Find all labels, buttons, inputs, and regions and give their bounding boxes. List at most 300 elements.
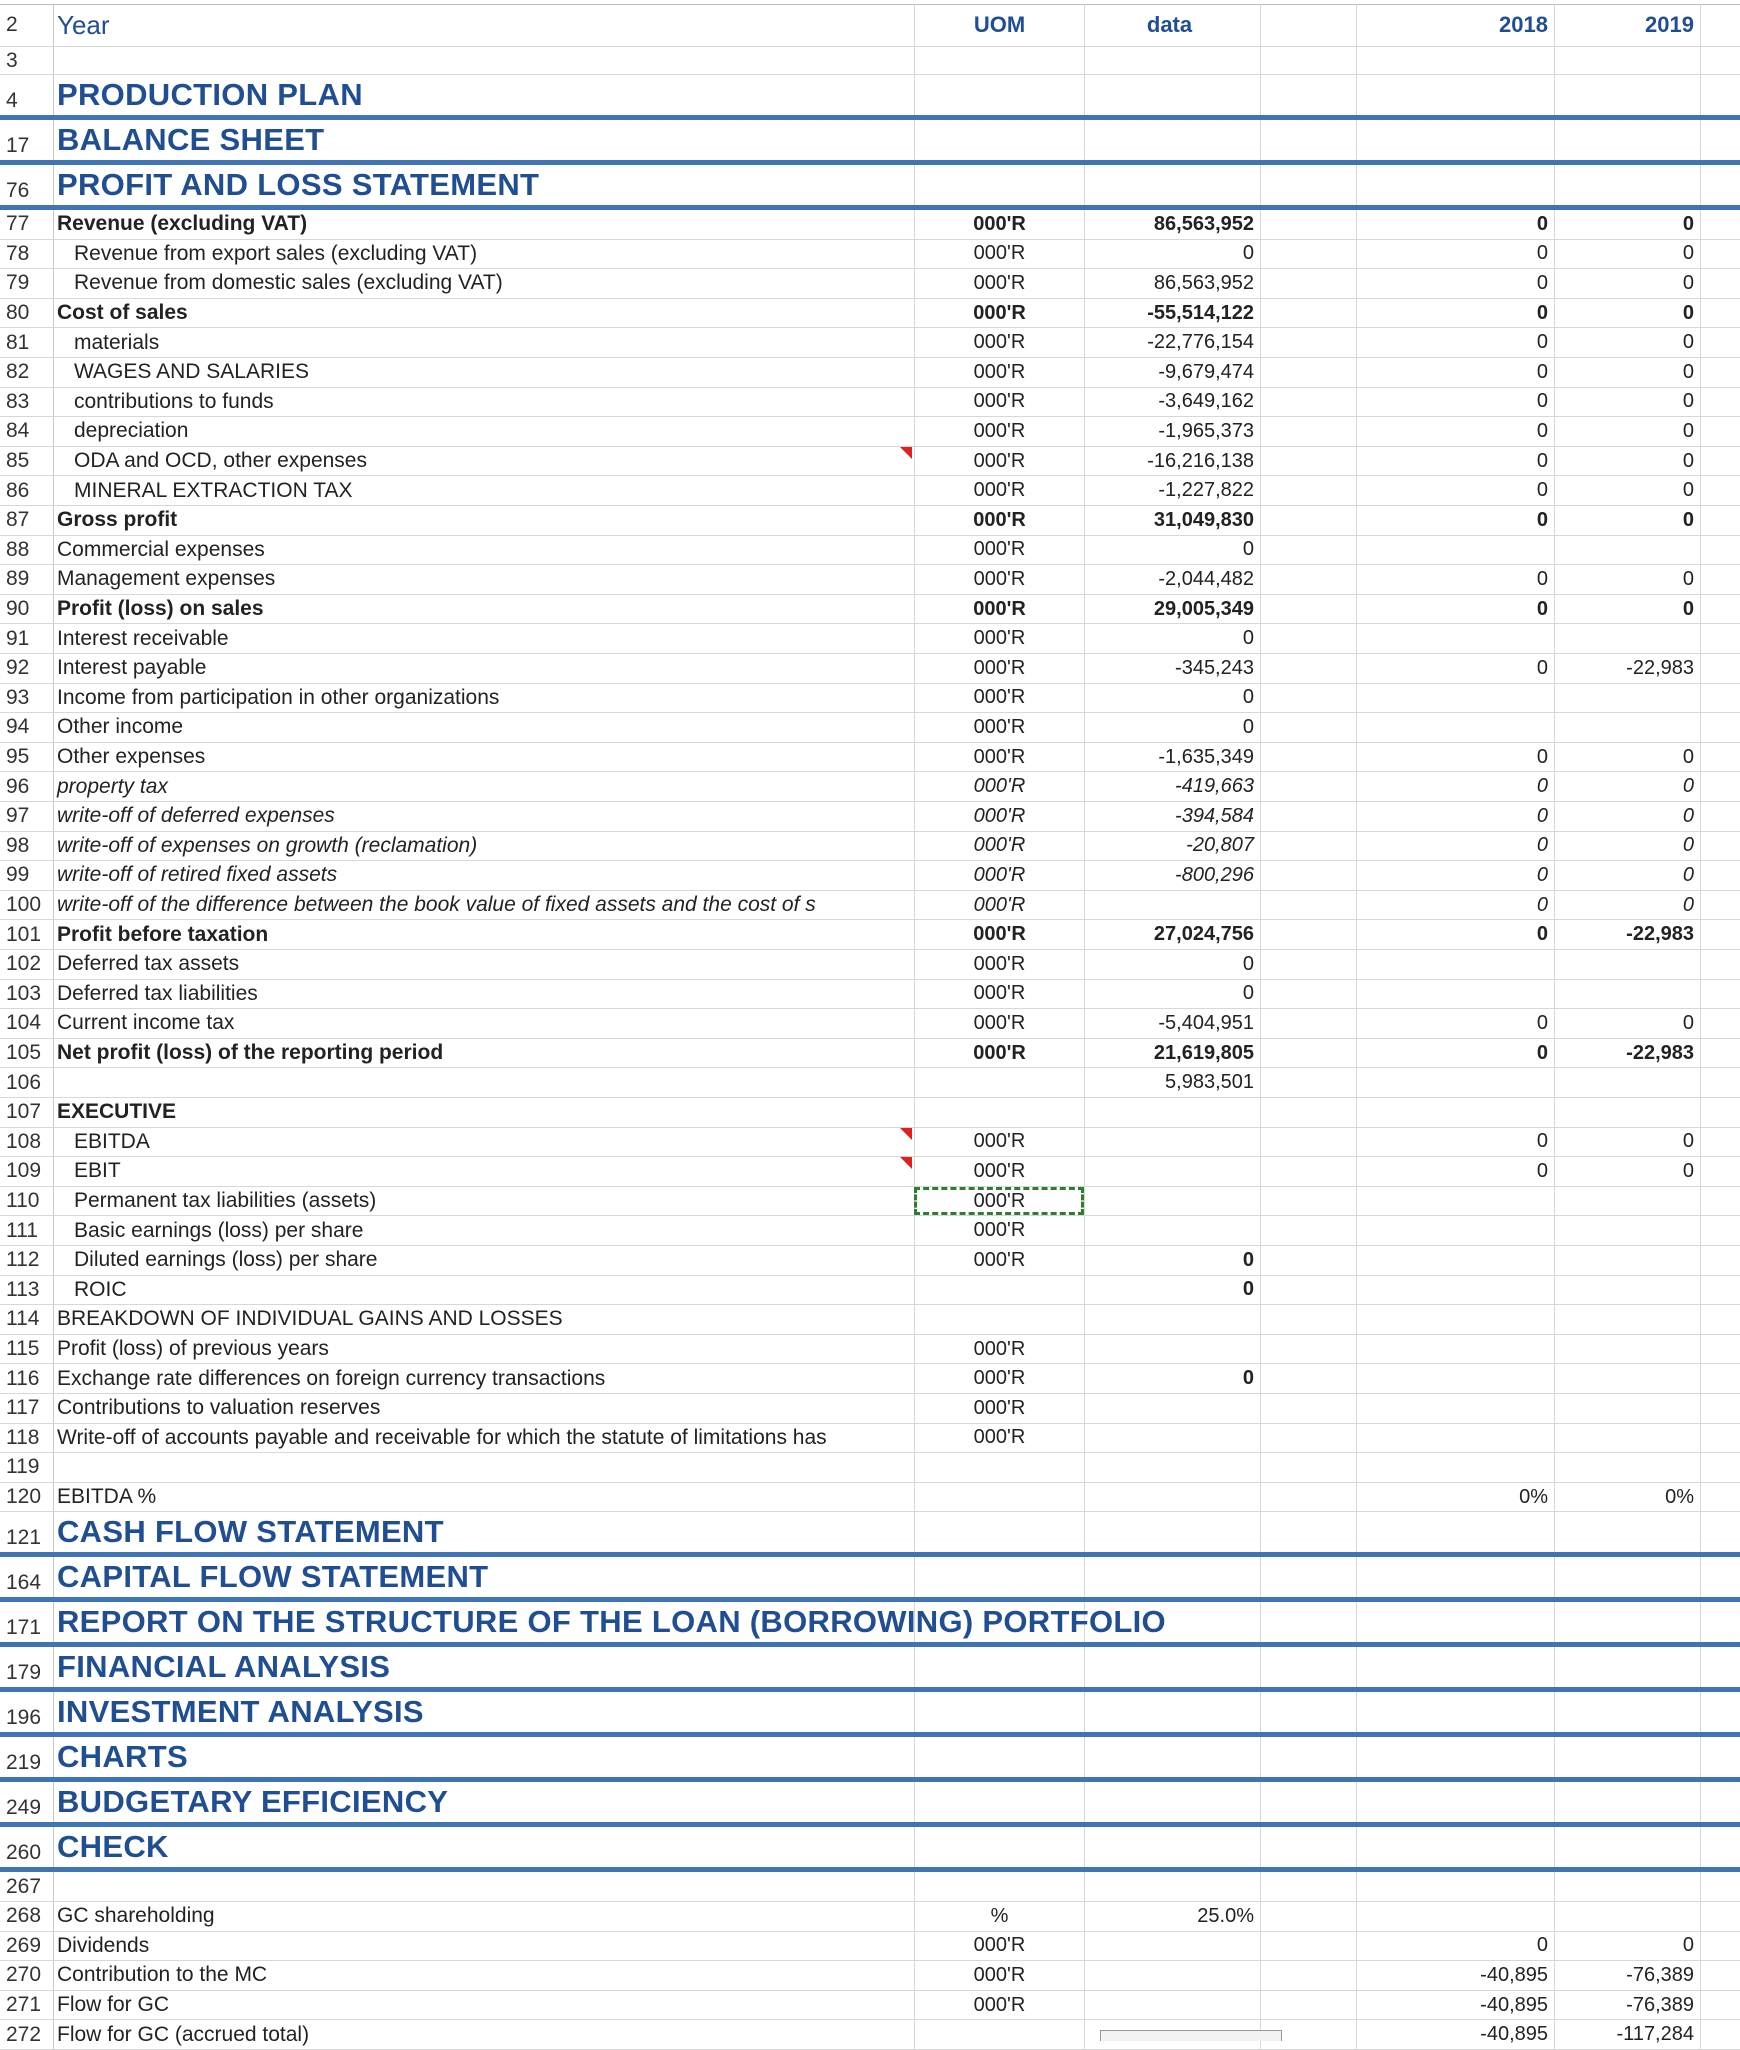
data-cell[interactable] <box>1084 1647 1260 1687</box>
row-label[interactable]: Revenue from export sales (excluding VAT) <box>74 241 478 265</box>
year-2018-cell[interactable] <box>1356 47 1554 74</box>
empty-cell[interactable] <box>1260 1692 1356 1732</box>
year-2019-cell[interactable] <box>1554 1246 1700 1275</box>
uom-cell[interactable]: 000'R <box>914 920 1084 949</box>
empty-cell[interactable] <box>1700 565 1740 594</box>
row-number[interactable]: 113 <box>0 1276 54 1305</box>
data-cell[interactable]: 25.0% <box>1084 1902 1260 1931</box>
row-number[interactable]: 103 <box>0 980 54 1009</box>
data-cell[interactable]: -5,404,951 <box>1084 1009 1260 1038</box>
year-2018-cell[interactable] <box>1356 1557 1554 1597</box>
uom-cell[interactable] <box>914 1557 1084 1597</box>
empty-cell[interactable] <box>1700 980 1740 1009</box>
empty-cell[interactable] <box>1700 1647 1740 1687</box>
uom-cell[interactable]: 000'R <box>914 210 1084 239</box>
empty-cell[interactable] <box>1260 713 1356 742</box>
empty-cell[interactable] <box>1700 1039 1740 1068</box>
empty-cell[interactable] <box>1260 861 1356 890</box>
row-label[interactable]: Deferred tax assets <box>57 952 240 976</box>
year-2018-cell[interactable]: 0 <box>1356 772 1554 801</box>
empty-cell[interactable] <box>1260 417 1356 446</box>
uom-cell[interactable]: 000'R <box>914 743 1084 772</box>
empty-cell[interactable] <box>1700 891 1740 920</box>
empty-cell[interactable] <box>1700 1187 1740 1216</box>
empty-cell[interactable] <box>1260 565 1356 594</box>
year-2019-cell[interactable]: 0 <box>1554 299 1700 328</box>
data-cell[interactable] <box>1084 1991 1260 2020</box>
data-cell[interactable] <box>1084 1216 1260 1245</box>
uom-cell[interactable]: 000'R <box>914 1394 1084 1423</box>
empty-cell[interactable] <box>1260 802 1356 831</box>
year-2019-cell[interactable]: 0% <box>1554 1483 1700 1512</box>
year-2019-cell[interactable]: -22,983 <box>1554 654 1700 683</box>
row-number[interactable]: 110 <box>0 1187 54 1216</box>
year-2019-cell[interactable] <box>1554 624 1700 653</box>
empty-cell[interactable] <box>1700 269 1740 298</box>
year-2018-cell[interactable]: 0 <box>1356 358 1554 387</box>
row-number[interactable]: 77 <box>0 210 54 239</box>
row-number[interactable]: 196 <box>0 1692 54 1732</box>
data-cell[interactable] <box>1084 1827 1260 1867</box>
empty-cell[interactable] <box>1700 210 1740 239</box>
row-number[interactable]: 91 <box>0 624 54 653</box>
year-2019-cell[interactable]: -22,983 <box>1554 920 1700 949</box>
empty-cell[interactable] <box>1700 1692 1740 1732</box>
row-label[interactable] <box>54 47 914 74</box>
empty-cell[interactable] <box>1700 1394 1740 1423</box>
year-2018-cell[interactable]: 0% <box>1356 1483 1554 1512</box>
empty-cell[interactable] <box>1260 1782 1356 1822</box>
row-label[interactable]: EBITDA <box>54 1128 914 1157</box>
uom-cell[interactable]: 000'R <box>914 950 1084 979</box>
year-2019-cell[interactable] <box>1554 1394 1700 1423</box>
year-2019-cell[interactable] <box>1554 980 1700 1009</box>
data-cell[interactable] <box>1084 1128 1260 1157</box>
empty-cell[interactable] <box>1700 1872 1740 1901</box>
year-2018-cell[interactable]: 0 <box>1356 210 1554 239</box>
empty-cell[interactable] <box>1260 1557 1356 1597</box>
empty-cell[interactable] <box>1700 1512 1740 1552</box>
empty-cell[interactable] <box>1700 1602 1740 1642</box>
year-2018-cell[interactable]: 0 <box>1356 595 1554 624</box>
uom-cell[interactable] <box>914 165 1084 205</box>
year-2019-cell[interactable]: 0 <box>1554 565 1700 594</box>
row-number[interactable]: 119 <box>0 1453 54 1482</box>
data-cell[interactable]: -419,663 <box>1084 772 1260 801</box>
uom-cell[interactable] <box>914 1305 1084 1334</box>
year-2018-cell[interactable] <box>1356 1512 1554 1552</box>
year-2018-cell[interactable] <box>1356 1335 1554 1364</box>
empty-cell[interactable] <box>1260 654 1356 683</box>
row-number[interactable]: 249 <box>0 1782 54 1822</box>
year-2019-cell[interactable] <box>1554 1098 1700 1127</box>
row-number[interactable]: 3 <box>0 47 54 74</box>
year-2019-cell[interactable] <box>1554 1902 1700 1931</box>
year-2018-cell[interactable]: 0 <box>1356 1039 1554 1068</box>
uom-cell[interactable]: 000'R <box>914 240 1084 269</box>
empty-cell[interactable] <box>1260 1009 1356 1038</box>
row-number[interactable]: 104 <box>0 1009 54 1038</box>
row-label[interactable]: Commercial expenses <box>57 537 265 561</box>
row-label[interactable]: Gross profit <box>57 508 178 532</box>
empty-cell[interactable] <box>1700 654 1740 683</box>
year-2019-cell[interactable]: -22,983 <box>1554 1039 1700 1068</box>
year-2018-cell[interactable]: 0 <box>1356 1128 1554 1157</box>
year-2019-cell[interactable]: 0 <box>1554 210 1700 239</box>
empty-cell[interactable] <box>1700 1902 1740 1931</box>
year-2018-cell[interactable]: 0 <box>1356 447 1554 476</box>
data-cell[interactable] <box>1084 1187 1260 1216</box>
row-number[interactable]: 219 <box>0 1737 54 1777</box>
year-2019-cell[interactable]: 0 <box>1554 240 1700 269</box>
year-2019-cell[interactable] <box>1554 165 1700 205</box>
uom-cell[interactable]: 000'R <box>914 802 1084 831</box>
uom-cell[interactable]: 000'R <box>914 506 1084 535</box>
year-2018-cell[interactable]: 0 <box>1356 802 1554 831</box>
row-number[interactable]: 82 <box>0 358 54 387</box>
uom-cell[interactable]: 000'R <box>914 1157 1084 1186</box>
year-2018-cell[interactable] <box>1356 1246 1554 1275</box>
data-cell[interactable]: -16,216,138 <box>1084 447 1260 476</box>
comment-indicator-icon[interactable] <box>900 447 912 459</box>
year-2018-cell[interactable] <box>1356 1098 1554 1127</box>
uom-cell[interactable]: 000'R <box>914 417 1084 446</box>
uom-cell[interactable]: 000'R <box>914 328 1084 357</box>
uom-cell[interactable]: 000'R <box>914 595 1084 624</box>
year-2019-cell[interactable]: 0 <box>1554 1128 1700 1157</box>
data-cell[interactable]: 0 <box>1084 240 1260 269</box>
year-2019-cell[interactable]: 0 <box>1554 269 1700 298</box>
empty-cell[interactable] <box>1260 165 1356 205</box>
empty-cell[interactable] <box>1260 536 1356 565</box>
row-number[interactable]: 96 <box>0 772 54 801</box>
uom-cell[interactable] <box>914 1068 1084 1097</box>
row-number[interactable]: 78 <box>0 240 54 269</box>
year-2019-cell[interactable] <box>1554 536 1700 565</box>
data-cell[interactable] <box>1084 1483 1260 1512</box>
row-label[interactable]: MINERAL EXTRACTION TAX <box>74 478 353 502</box>
empty-cell[interactable] <box>1700 388 1740 417</box>
year-2018-cell[interactable] <box>1356 1276 1554 1305</box>
data-cell[interactable] <box>1084 75 1260 115</box>
row-label[interactable]: ROIC <box>74 1277 127 1301</box>
uom-cell[interactable]: 000'R <box>914 1961 1084 1990</box>
year-2018-cell[interactable] <box>1356 536 1554 565</box>
data-cell[interactable]: -345,243 <box>1084 654 1260 683</box>
row-label[interactable]: Net profit (loss) of the reporting period <box>57 1041 444 1065</box>
data-cell[interactable]: 0 <box>1084 1276 1260 1305</box>
row-number[interactable]: 86 <box>0 476 54 505</box>
empty-cell[interactable] <box>1700 684 1740 713</box>
row-label[interactable] <box>54 1453 914 1482</box>
uom-cell[interactable]: 000'R <box>914 832 1084 861</box>
data-cell[interactable]: data <box>1084 4 1260 46</box>
year-2018-cell[interactable] <box>1356 1872 1554 1901</box>
row-number[interactable]: 179 <box>0 1647 54 1687</box>
row-label[interactable]: Contributions to valuation reserves <box>57 1396 381 1420</box>
row-number[interactable]: 115 <box>0 1335 54 1364</box>
section-title[interactable]: PROFIT AND LOSS STATEMENT <box>57 167 540 202</box>
year-2018-cell[interactable]: 0 <box>1356 1932 1554 1961</box>
year-2019-cell[interactable] <box>1554 1647 1700 1687</box>
empty-cell[interactable] <box>1260 506 1356 535</box>
year-2018-cell[interactable]: 0 <box>1356 743 1554 772</box>
year-2018-cell[interactable]: -40,895 <box>1356 1991 1554 2020</box>
uom-cell[interactable]: 000'R <box>914 1216 1084 1245</box>
row-label[interactable]: Flow for GC (accrued total) <box>57 2022 310 2046</box>
row-label[interactable]: write-off of the difference between the book value of fixed assets and the cost of s <box>57 893 816 917</box>
empty-cell[interactable] <box>1260 1827 1356 1867</box>
sheet-tab-edge[interactable] <box>1100 2030 1282 2041</box>
year-2018-cell[interactable]: 0 <box>1356 506 1554 535</box>
row-label[interactable]: WAGES AND SALARIES <box>74 360 309 384</box>
empty-cell[interactable] <box>1700 447 1740 476</box>
empty-cell[interactable] <box>1260 1737 1356 1777</box>
data-cell[interactable]: -394,584 <box>1084 802 1260 831</box>
year-2018-cell[interactable]: 0 <box>1356 417 1554 446</box>
year-2019-cell[interactable]: 0 <box>1554 861 1700 890</box>
section-title[interactable]: CHECK <box>57 1829 169 1865</box>
year-2019-cell[interactable]: 0 <box>1554 1157 1700 1186</box>
row-label[interactable] <box>54 1068 914 1097</box>
row-number[interactable]: 101 <box>0 920 54 949</box>
year-2019-cell[interactable]: 0 <box>1554 772 1700 801</box>
data-cell[interactable]: 86,563,952 <box>1084 269 1260 298</box>
year-2019-cell[interactable] <box>1554 1692 1700 1732</box>
year-2018-cell[interactable]: 0 <box>1356 299 1554 328</box>
empty-cell[interactable] <box>1260 772 1356 801</box>
data-cell[interactable] <box>1084 165 1260 205</box>
uom-cell[interactable] <box>914 1483 1084 1512</box>
uom-cell[interactable]: 000'R <box>914 1009 1084 1038</box>
year-2019-cell[interactable]: 0 <box>1554 328 1700 357</box>
empty-cell[interactable] <box>1700 240 1740 269</box>
empty-cell[interactable] <box>1260 328 1356 357</box>
data-cell[interactable]: 0 <box>1084 1246 1260 1275</box>
uom-cell[interactable] <box>914 1782 1084 1822</box>
data-cell[interactable] <box>1084 1335 1260 1364</box>
uom-cell[interactable]: 000'R <box>914 1424 1084 1453</box>
row-label[interactable]: write-off of expenses on growth (reclamation) <box>57 833 478 857</box>
data-cell[interactable] <box>1084 1098 1260 1127</box>
empty-cell[interactable] <box>1700 1128 1740 1157</box>
empty-cell[interactable] <box>1700 1991 1740 2020</box>
row-number[interactable]: 95 <box>0 743 54 772</box>
uom-cell[interactable]: UOM <box>914 4 1084 46</box>
row-label[interactable]: Revenue (excluding VAT) <box>57 212 308 236</box>
row-number[interactable]: 164 <box>0 1557 54 1597</box>
row-number[interactable]: 85 <box>0 447 54 476</box>
empty-cell[interactable] <box>1700 1098 1740 1127</box>
row-label[interactable]: Profit before taxation <box>57 922 269 946</box>
row-label[interactable]: Other income <box>57 715 184 739</box>
row-label[interactable]: Write-off of accounts payable and receivable for which the statute of limitations has <box>57 1425 827 1449</box>
row-label[interactable]: Management expenses <box>57 567 276 591</box>
data-cell[interactable]: 21,619,805 <box>1084 1039 1260 1068</box>
data-cell[interactable]: -1,635,349 <box>1084 743 1260 772</box>
empty-cell[interactable] <box>1700 1782 1740 1822</box>
empty-cell[interactable] <box>1700 1157 1740 1186</box>
year-2019-cell[interactable] <box>1554 1216 1700 1245</box>
year-2019-cell[interactable]: 0 <box>1554 891 1700 920</box>
empty-cell[interactable] <box>1700 536 1740 565</box>
data-cell[interactable]: -9,679,474 <box>1084 358 1260 387</box>
empty-cell[interactable] <box>1260 1991 1356 2020</box>
empty-cell[interactable] <box>1700 1453 1740 1482</box>
year-2018-cell[interactable]: 0 <box>1356 328 1554 357</box>
empty-cell[interactable] <box>1700 1305 1740 1334</box>
uom-cell[interactable]: 000'R <box>914 1335 1084 1364</box>
year-2019-cell[interactable] <box>1554 75 1700 115</box>
data-cell[interactable] <box>1084 1157 1260 1186</box>
data-cell[interactable]: 0 <box>1084 536 1260 565</box>
year-2018-cell[interactable] <box>1356 950 1554 979</box>
year-2019-cell[interactable] <box>1554 1602 1700 1642</box>
data-cell[interactable] <box>1084 1782 1260 1822</box>
empty-cell[interactable] <box>1260 1098 1356 1127</box>
empty-cell[interactable] <box>1260 1602 1356 1642</box>
row-number[interactable]: 107 <box>0 1098 54 1127</box>
section-title[interactable]: CASH FLOW STATEMENT <box>57 1514 444 1550</box>
row-number[interactable]: 81 <box>0 328 54 357</box>
uom-cell[interactable]: 000'R <box>914 299 1084 328</box>
uom-cell[interactable]: 000'R <box>914 980 1084 1009</box>
year-2018-cell[interactable] <box>1356 1216 1554 1245</box>
uom-cell[interactable] <box>914 1098 1084 1127</box>
empty-cell[interactable] <box>1700 861 1740 890</box>
empty-cell[interactable] <box>1260 1512 1356 1552</box>
row-label[interactable]: Diluted earnings (loss) per share <box>74 1248 378 1272</box>
empty-cell[interactable] <box>1700 476 1740 505</box>
data-cell[interactable]: -3,649,162 <box>1084 388 1260 417</box>
row-label[interactable]: EXECUTIVE <box>57 1100 177 1124</box>
year-2018-cell[interactable] <box>1356 684 1554 713</box>
year-2019-cell[interactable]: 0 <box>1554 358 1700 387</box>
row-number[interactable]: 270 <box>0 1961 54 1990</box>
year-2019-cell[interactable] <box>1554 1276 1700 1305</box>
empty-cell[interactable] <box>1700 165 1740 205</box>
empty-cell[interactable] <box>1700 4 1740 46</box>
empty-cell[interactable] <box>1260 1305 1356 1334</box>
empty-cell[interactable] <box>1260 4 1356 46</box>
empty-cell[interactable] <box>1260 891 1356 920</box>
empty-cell[interactable] <box>1260 1872 1356 1901</box>
year-2019-cell[interactable] <box>1554 1424 1700 1453</box>
empty-cell[interactable] <box>1260 743 1356 772</box>
uom-cell[interactable]: 000'R <box>914 447 1084 476</box>
row-label[interactable]: EBIT <box>54 1157 914 1186</box>
row-number[interactable]: 98 <box>0 832 54 861</box>
row-number[interactable]: 108 <box>0 1128 54 1157</box>
empty-cell[interactable] <box>1700 299 1740 328</box>
uom-cell[interactable] <box>914 47 1084 74</box>
row-number[interactable]: 84 <box>0 417 54 446</box>
empty-cell[interactable] <box>1260 832 1356 861</box>
row-label[interactable]: Cost of sales <box>57 301 188 325</box>
row-number[interactable]: 83 <box>0 388 54 417</box>
year-2019-cell[interactable] <box>1554 120 1700 160</box>
section-title[interactable]: FINANCIAL ANALYSIS <box>57 1649 391 1685</box>
year-2018-cell[interactable] <box>1356 624 1554 653</box>
uom-cell[interactable]: 000'R <box>914 358 1084 387</box>
empty-cell[interactable] <box>1260 1902 1356 1931</box>
data-cell[interactable]: -800,296 <box>1084 861 1260 890</box>
year-2019-cell[interactable] <box>1554 1557 1700 1597</box>
year-2018-cell[interactable]: 0 <box>1356 565 1554 594</box>
uom-cell[interactable]: 000'R <box>914 476 1084 505</box>
row-number[interactable]: 109 <box>0 1157 54 1186</box>
year-2019-cell[interactable] <box>1554 950 1700 979</box>
row-number[interactable]: 88 <box>0 536 54 565</box>
empty-cell[interactable] <box>1260 950 1356 979</box>
empty-cell[interactable] <box>1700 328 1740 357</box>
year-2019-cell[interactable]: 0 <box>1554 832 1700 861</box>
data-cell[interactable]: 0 <box>1084 684 1260 713</box>
year-2019-cell[interactable] <box>1554 1187 1700 1216</box>
row-number[interactable]: 268 <box>0 1902 54 1931</box>
section-title[interactable]: CAPITAL FLOW STATEMENT <box>57 1559 489 1595</box>
empty-cell[interactable] <box>1260 388 1356 417</box>
year-2019-cell[interactable]: 0 <box>1554 1932 1700 1961</box>
data-cell[interactable] <box>1084 1932 1260 1961</box>
empty-cell[interactable] <box>1260 624 1356 653</box>
year-2019-cell[interactable] <box>1554 1512 1700 1552</box>
empty-cell[interactable] <box>1700 1557 1740 1597</box>
year-2018-cell[interactable]: 0 <box>1356 269 1554 298</box>
year-2018-cell[interactable] <box>1356 1394 1554 1423</box>
year-2018-cell[interactable] <box>1356 1737 1554 1777</box>
year-2018-cell[interactable] <box>1356 980 1554 1009</box>
row-label[interactable]: Interest receivable <box>57 626 229 650</box>
row-label[interactable]: materials <box>74 330 160 354</box>
row-number[interactable]: 272 <box>0 2020 54 2049</box>
year-2019-cell[interactable] <box>1554 1335 1700 1364</box>
data-cell[interactable]: 27,024,756 <box>1084 920 1260 949</box>
row-number[interactable]: 80 <box>0 299 54 328</box>
uom-cell[interactable] <box>914 120 1084 160</box>
year-2019-cell[interactable] <box>1554 1305 1700 1334</box>
uom-cell[interactable]: 000'R <box>914 861 1084 890</box>
comment-indicator-icon[interactable] <box>900 1157 912 1169</box>
year-2018-cell[interactable]: 0 <box>1356 1157 1554 1186</box>
selected-cell[interactable]: 000'R <box>914 1187 1084 1216</box>
year-2019-cell[interactable]: 0 <box>1554 388 1700 417</box>
uom-cell[interactable]: 000'R <box>914 713 1084 742</box>
uom-cell[interactable]: 000'R <box>914 536 1084 565</box>
year-2019-cell[interactable]: 0 <box>1554 417 1700 446</box>
empty-cell[interactable] <box>1700 1276 1740 1305</box>
row-number[interactable]: 121 <box>0 1512 54 1552</box>
empty-cell[interactable] <box>1260 980 1356 1009</box>
year-2018-cell[interactable] <box>1356 1827 1554 1867</box>
year-2018-cell[interactable]: 0 <box>1356 240 1554 269</box>
empty-cell[interactable] <box>1260 595 1356 624</box>
year-2019-cell[interactable] <box>1554 1827 1700 1867</box>
data-cell[interactable]: -55,514,122 <box>1084 299 1260 328</box>
year-2019-cell[interactable]: 0 <box>1554 743 1700 772</box>
row-label[interactable]: Basic earnings (loss) per share <box>74 1218 364 1242</box>
empty-cell[interactable] <box>1260 75 1356 115</box>
uom-cell[interactable] <box>914 2020 1084 2049</box>
row-label[interactable]: property tax <box>57 774 168 798</box>
data-cell[interactable]: 5,983,501 <box>1084 1068 1260 1097</box>
section-title[interactable]: BUDGETARY EFFICIENCY <box>57 1784 449 1820</box>
year-2018-cell[interactable] <box>1356 120 1554 160</box>
row-label[interactable]: write-off of deferred expenses <box>57 804 335 828</box>
uom-cell[interactable]: 000'R <box>914 654 1084 683</box>
empty-cell[interactable] <box>1700 47 1740 74</box>
empty-cell[interactable] <box>1700 624 1740 653</box>
